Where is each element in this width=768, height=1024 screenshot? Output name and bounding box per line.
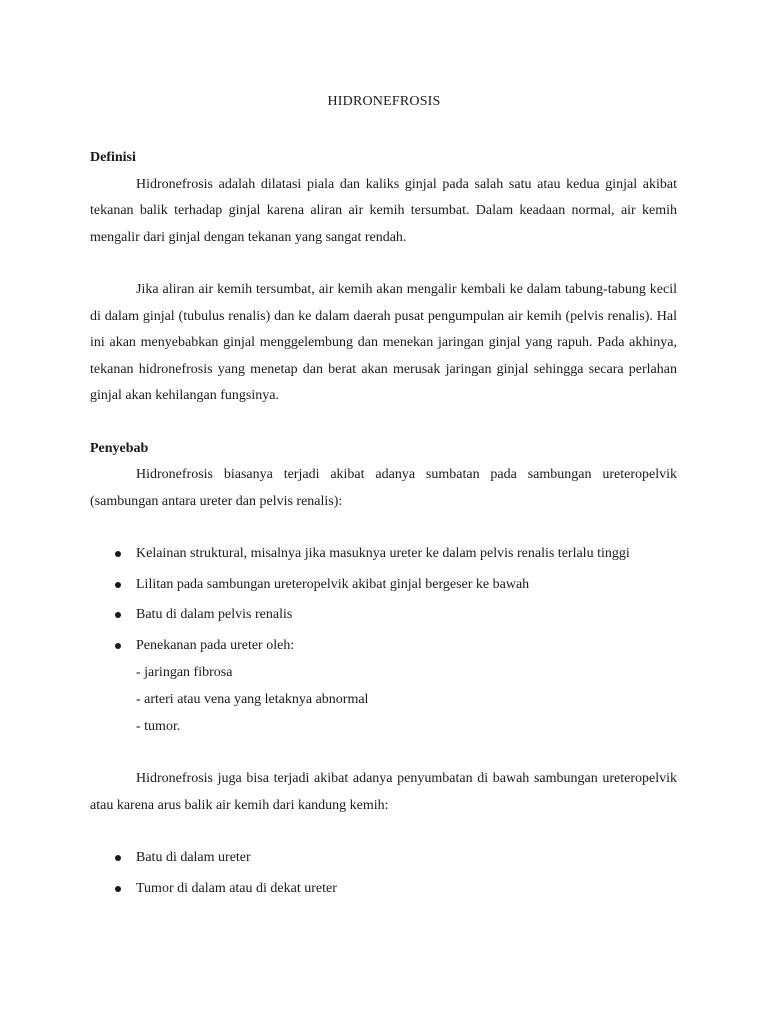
sub-list-item: - arteri atau vena yang letaknya abnormal xyxy=(136,692,369,707)
bullet-icon xyxy=(115,551,121,557)
list-item-text: Tumor di dalam atau di dekat ureter xyxy=(136,880,337,896)
paragraph-definisi-1: Hidronefrosis adalah dilatasi piala dan kaliks ginjal pada salah satu atau kedua ginjal akibat tekanan balik terhadap ginjal karena aliran air kemih tersumbat. Dalam keadaan normal, air kemih mengalir dari ginjal dengan tekanan yang sangat rendah. xyxy=(90,176,677,245)
bullet-icon xyxy=(115,582,121,588)
list-item-text: Batu di dalam ureter xyxy=(136,850,251,865)
section-heading-definisi: Definisi xyxy=(90,150,136,165)
list-item-text: Batu di dalam pelvis renalis xyxy=(136,607,293,622)
paragraph-definisi-2: Jika aliran air kemih tersumbat, air kemih akan mengalir kembali ke dalam tabung-tabung kecil di dalam ginjal (tubulus renalis) dan ke dalam daerah pusat pengumpulan air kemih (pelvis renalis). Hal ini akan menyebabkan ginjal menggelembung dan menekan jaringan ginjal yang rapuh. Pada akhinya, tekanan hidronefrosis yang menetap dan berat akan merusak jaringan ginjal sehingga secara perlahan ginjal akan kehilangan fungsinya. xyxy=(90,282,677,403)
list-item xyxy=(90,539,677,570)
list-item xyxy=(90,600,677,631)
list-item xyxy=(90,843,677,874)
document-title: HIDRONEFROSIS xyxy=(327,94,441,109)
list-item-text: Lilitan pada sambungan ureteropelvik akibat ginjal bergeser ke bawah xyxy=(136,576,530,592)
list-item xyxy=(90,874,677,905)
list-item-text: Kelainan struktural, misalnya jika masuknya ureter ke dalam pelvis renalis terlalu tinggi xyxy=(136,546,630,561)
bullet-icon xyxy=(115,855,121,861)
bullet-icon xyxy=(115,643,121,649)
document-body xyxy=(90,145,677,904)
bullet-icon xyxy=(115,886,121,892)
paragraph-penyebab-second: Hidronefrosis juga bisa terjadi akibat adanya penyumbatan di bawah sambungan ureteropelvik atau karena arus balik air kemih dari kandung kemih: xyxy=(90,771,677,813)
section-heading-penyebab: Penyebab xyxy=(90,440,149,456)
sub-list xyxy=(90,659,677,740)
list-item xyxy=(90,570,677,601)
sub-list-item: - tumor. xyxy=(136,719,181,734)
sub-list-item: - jaringan fibrosa xyxy=(136,665,233,680)
list-item-text: Penekanan pada ureter oleh: xyxy=(136,637,295,653)
bullet-list-penyebab-2 xyxy=(90,843,677,904)
bullet-icon xyxy=(115,612,121,618)
paragraph-penyebab-intro: Hidronefrosis biasanya terjadi akibat adanya sumbatan pada sambungan ureteropelvik (sambungan antara ureter dan pelvis renalis): xyxy=(90,467,677,509)
bullet-list-penyebab xyxy=(90,539,677,661)
list-item xyxy=(90,631,677,662)
